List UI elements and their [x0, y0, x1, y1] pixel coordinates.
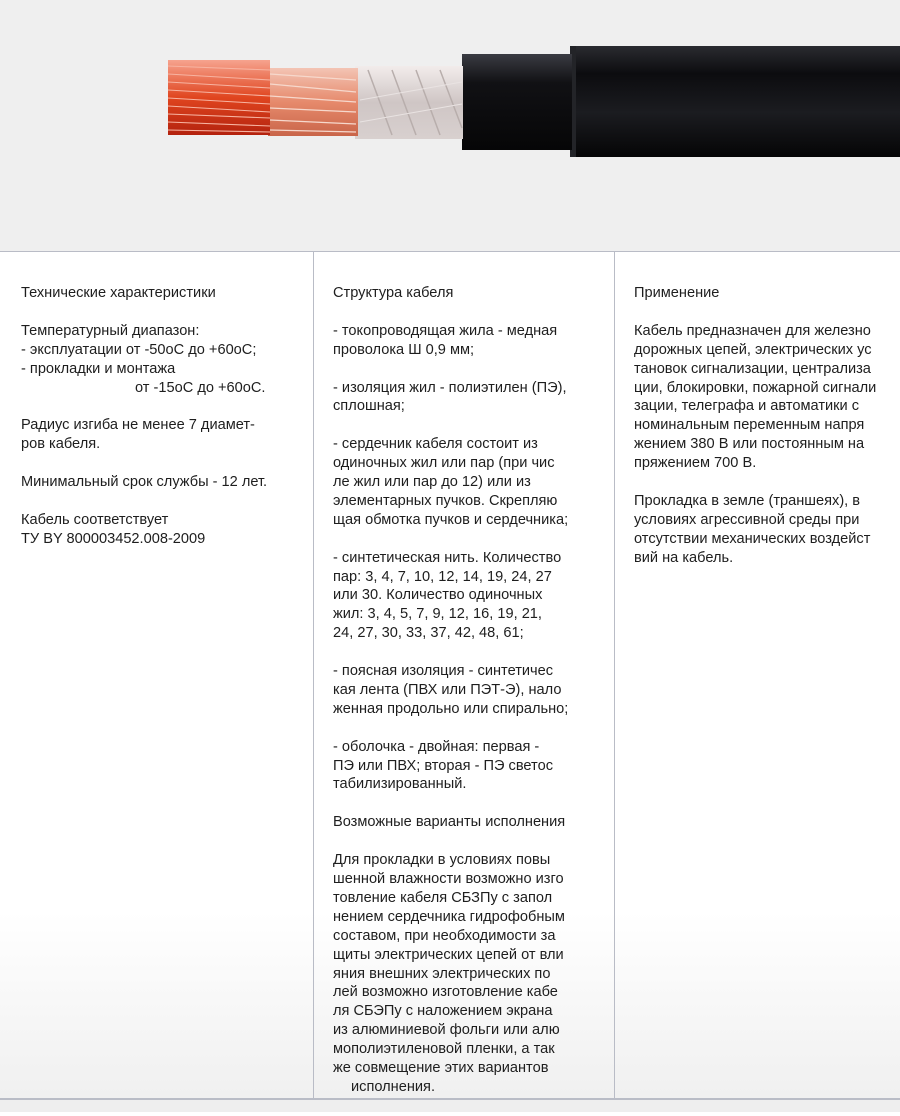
temperature-install-1: - прокладки и монтажа	[21, 360, 176, 377]
variants-line: яния внешних электрических по	[333, 965, 551, 982]
structure-item-line: - изоляция жил - полиэтилен (ПЭ),	[333, 379, 567, 396]
structure-column	[333, 284, 603, 1116]
structure-item	[333, 662, 603, 719]
conformity-line-2: ТУ BY 800003452.008-2009	[21, 530, 206, 547]
application-purpose	[634, 322, 896, 473]
application-purpose-line: ции, блокировки, пожарной сигнали	[634, 379, 877, 396]
bend-radius-line-2: ров кабеля.	[21, 436, 101, 453]
application-purpose-line: дорожных цепей, электрических ус	[634, 341, 872, 358]
structure-item-line: - токопроводящая жила - медная	[333, 322, 558, 339]
service-life: Минимальный срок службы - 12 лет.	[21, 474, 268, 491]
variants-line: ля СБЭПу с наложением экрана	[333, 1003, 553, 1020]
variants-line: шенной влажности возможно изго	[333, 870, 564, 887]
structure-item-line: или 30. Количество одиночных	[333, 587, 543, 604]
variants-line: щиты электрических цепей от вли	[333, 946, 564, 963]
cable-illustration	[0, 0, 900, 251]
variants-line: из алюминиевой фольги или алю	[333, 1022, 560, 1039]
cable-photo	[0, 0, 900, 251]
application-purpose-line: номинальным переменным напря	[634, 417, 865, 434]
application-heading: Применение	[634, 285, 720, 301]
copper-twisted	[268, 68, 358, 136]
structure-item-line: пар: 3, 4, 7, 10, 12, 14, 19, 24, 27	[333, 568, 552, 585]
variants-heading: Возможные варианты исполнения	[333, 814, 566, 831]
variants-text	[333, 851, 603, 1097]
application-installation-line: Прокладка в земле (траншеях), в	[634, 492, 861, 509]
structure-list	[333, 322, 603, 795]
structure-item-line: - синтетическая нить. Количество	[333, 549, 562, 566]
structure-item-line: - сердечник кабеля состоит из	[333, 436, 538, 453]
structure-item-line: - поясная изоляция - синтетичес	[333, 663, 554, 680]
application-column	[634, 284, 896, 586]
application-purpose-line: тановок сигнализации, централиза	[634, 360, 871, 377]
application-purpose-line: Кабель предназначен для железно	[634, 322, 871, 339]
structure-item-line: - оболочка - двойная: первая -	[333, 738, 540, 755]
structure-item-line: проволока Ш 0,9 мм;	[333, 341, 475, 358]
structure-heading: Структура кабеля	[333, 285, 454, 301]
application-purpose-line: жением 380 В или постоянным на	[634, 436, 865, 453]
application-installation-line: условиях агрессивной среды при	[634, 511, 860, 528]
column-divider-1	[313, 252, 314, 1098]
structure-item-line: женная продольно или спирально;	[333, 700, 569, 717]
structure-item-line: сплошная;	[333, 398, 405, 415]
variants-line: составом, при необходимости за	[333, 927, 556, 944]
variants-line: товление кабеля СБЗПу с запол	[333, 889, 553, 906]
structure-item	[333, 322, 603, 360]
structure-item	[333, 379, 603, 417]
structure-item-line: кая лента (ПВХ или ПЭТ-Э), нало	[333, 681, 562, 698]
variants-line: лей возможно изготовление кабе	[333, 984, 558, 1001]
specs-column	[21, 284, 301, 568]
structure-item-line: элементарных пучков. Скрепляю	[333, 492, 558, 509]
conformity-line-1: Кабель соответствует	[21, 511, 169, 528]
structure-item-line: жил: 3, 4, 5, 7, 9, 12, 16, 19, 21,	[333, 606, 542, 623]
application-installation-line: отсутствии механических воздейст	[634, 530, 871, 547]
structure-item-line: щая обмотка пучков и сердечника;	[333, 511, 569, 528]
temperature-install-2: от -15оС до +60оС.	[135, 379, 266, 396]
structure-item	[333, 435, 603, 530]
application-purpose-line: пряжением 700 В.	[634, 455, 757, 472]
bend-radius	[21, 416, 301, 454]
application-purpose-line: зации, телеграфа и автоматики с	[634, 398, 860, 415]
variants-last-line: исполнения.	[351, 1078, 436, 1095]
conformity	[21, 511, 301, 549]
inner-sheath	[462, 54, 572, 150]
structure-item	[333, 738, 603, 795]
application-installation	[634, 492, 896, 568]
temperature-range	[21, 322, 301, 398]
structure-item	[333, 549, 603, 644]
temperature-operation: - эксплуатации от -50оС до +60оС;	[21, 341, 257, 358]
specs-heading: Технические характеристики	[21, 285, 216, 301]
column-divider-2	[614, 252, 615, 1098]
outer-sheath	[570, 46, 900, 157]
variants-line: нением сердечника гидрофобным	[333, 908, 565, 925]
application-installation-line: вий на кабель.	[634, 549, 734, 566]
variants-line: Для прокладки в условиях повы	[333, 852, 551, 869]
variants-line: мополиэтиленовой пленки, а так	[333, 1041, 555, 1058]
structure-item-line: одиночных жил или пар (при чис	[333, 455, 555, 472]
structure-item-line: 24, 27, 30, 33, 37, 42, 48, 61;	[333, 625, 524, 642]
structure-item-line: ПЭ или ПВХ; вторая - ПЭ светос	[333, 757, 553, 774]
bend-radius-line-1: Радиус изгиба не менее 7 диамет-	[21, 417, 255, 434]
variants-line: же совмещение этих вариантов	[333, 1060, 549, 1077]
temperature-title: Температурный диапазон:	[21, 322, 200, 339]
structure-item-line: табилизированный.	[333, 776, 467, 793]
structure-item-line: ле жил или пар до 12) или из	[333, 474, 531, 491]
